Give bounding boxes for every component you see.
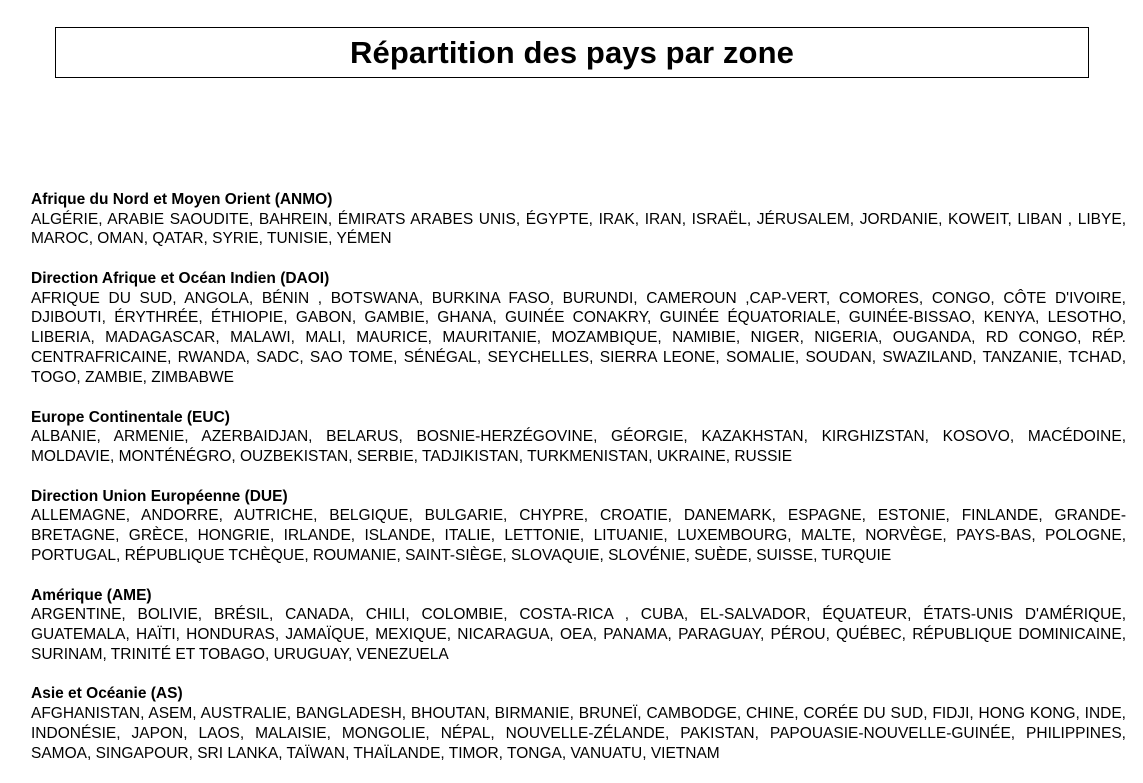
zone-daoi (31, 269, 1126, 387)
zone-countries: AFRIQUE DU SUD, ANGOLA, BÉNIN , BOTSWANA, BURKINA FASO, BURUNDI, CAMEROUN ,CAP-VERT, COMORES, CONGO, CÔTE D'IVOIRE, DJIBOUTI, ÉRYTHRÉE, ÉTHIOPIE, GABON, GAMBIE, GHANA, GUINÉE CONAKRY, GUINÉE ÉQUATORIALE, GUINÉE-BISSAO, KENYA, LESOTHO, LIBERIA, MADAGASCAR, MALAWI, MALI, MAURICE, MAURITANIE, MOZAMBIQUE, NAMIBIE, NIGER, NIGERIA, OUGANDA, RD CONGO, RÉP. CENTRAFRICAINE, RWANDA, SADC, SAO TOME, SÉNÉGAL, SEYCHELLES, SIERRA LEONE, SOMALIE, SOUDAN, SWAZILAND, TANZANIE, TCHAD, TOGO, ZAMBIE, ZIMBABWE (31, 289, 1126, 386)
title-box (55, 27, 1089, 78)
zone-heading: Direction Union Européenne (DUE) (31, 487, 288, 505)
zone-countries: AFGHANISTAN, ASEM, AUSTRALIE, BANGLADESH, BHOUTAN, BIRMANIE, BRUNEÏ, CAMBODGE, CHINE, CORÉE DU SUD, FIDJI, HONG KONG, INDE, INDONÉSIE, JAPON, LAOS, MALAISIE, MONGOLIE, NÉPAL, NOUVELLE-ZÉLANDE, PAKISTAN, PAPOUASIE-NOUVELLE-GUINÉE, PHILIPPINES, SAMOA, SINGAPOUR, SRI LANKA, TAÏWAN, THAÏLANDE, TIMOR, TONGA, VANUATU, VIETNAM (31, 704, 1126, 762)
zone-countries: ARGENTINE, BOLIVIE, BRÉSIL, CANADA, CHILI, COLOMBIE, COSTA-RICA , CUBA, EL-SALVADOR, ÉQUATEUR, ÉTATS-UNIS D'AMÉRIQUE, GUATEMALA, HAÏTI, HONDURAS, JAMAÏQUE, MEXIQUE, NICARAGUA, OEA, PANAMA, PARAGUAY, PÉROU, QUÉBEC, RÉPUBLIQUE DOMINICAINE, SURINAM, TRINITÉ ET TOBAGO, URUGUAY, VENEZUELA (31, 606, 1126, 663)
zone-countries: ALBANIE, ARMENIE, AZERBAIDJAN, BELARUS, BOSNIE-HERZÉGOVINE, GÉORGIE, KAZAKHSTAN, KIRGHIZSTAN, KOSOVO, MACÉDOINE, MOLDAVIE, MONTÉNÉGRO, OUZBEKISTAN, SERBIE, TADJIKISTAN, TURKMENISTAN, UKRAINE, RUSSIE (31, 428, 1126, 465)
zone-heading: Europe Continentale (EUC) (31, 408, 230, 426)
zone-due (31, 487, 1126, 566)
zones-list (31, 190, 1126, 783)
zone-countries: ALGÉRIE, ARABIE SAOUDITE, BAHREIN, ÉMIRATS ARABES UNIS, ÉGYPTE, IRAK, IRAN, ISRAËL, JÉRUSALEM, JORDANIE, KOWEIT, LIBAN , LIBYE, MAROC, OMAN, QATAR, SYRIE, TUNISIE, YÉMEN (31, 210, 1126, 248)
zone-heading: Asie et Océanie (AS) (31, 685, 183, 703)
zone-euc (31, 408, 1126, 467)
zone-countries: ALLEMAGNE, ANDORRE, AUTRICHE, BELGIQUE, BULGARIE, CHYPRE, CROATIE, DANEMARK, ESPAGNE, ESTONIE, FINLANDE, GRANDE-BRETAGNE, GRÈCE, HONGRIE, IRLANDE, ISLANDE, ITALIE, LETTONIE, LITUANIE, LUXEMBOURG, MALTE, NORVÈGE, PAYS-BAS, POLOGNE, PORTUGAL, RÉPUBLIQUE TCHÈQUE, ROUMANIE, SAINT-SIÈGE, SLOVAQUIE, SLOVÉNIE, SUÈDE, SUISSE, TURQUIE (31, 507, 1126, 564)
zone-as (31, 684, 1126, 763)
page-title: Répartition des pays par zone (350, 34, 794, 70)
zone-heading: Afrique du Nord et Moyen Orient (ANMO) (31, 191, 333, 208)
zone-ame (31, 586, 1126, 665)
zone-heading: Direction Afrique et Océan Indien (DAOI) (31, 270, 330, 288)
zone-heading: Amérique (AME) (31, 586, 152, 604)
zone-anmo (31, 190, 1126, 249)
